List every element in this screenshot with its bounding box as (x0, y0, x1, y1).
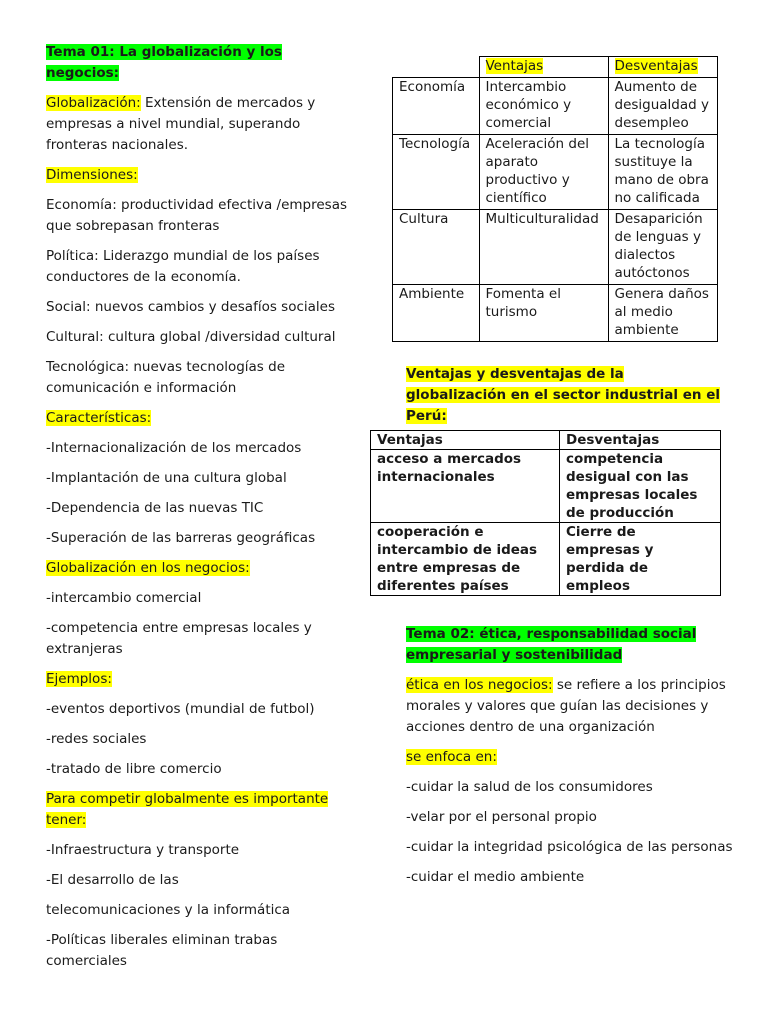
dimension-item: Social: nuevos cambios y desafíos sociales (46, 299, 335, 315)
table-cell: Economía (393, 78, 480, 135)
peru-heading-wrap (406, 364, 726, 427)
table-cell: Ambiente (393, 285, 480, 342)
table-cell: Intercambio económico y comercial (479, 78, 608, 135)
competir-item: telecomunicaciones y la informática (46, 902, 291, 918)
enfoque-item: -cuidar la integridad psicológica de las personas (406, 839, 733, 855)
ejemplo-item: -tratado de libre comercio (46, 761, 222, 777)
table-cell: Aceleración del aparato productivo y científico (479, 135, 608, 210)
competir-item: -Políticas liberales eliminan trabas comerciales (46, 932, 278, 969)
negocios-item: -intercambio comercial (46, 590, 202, 606)
tema-02-section (406, 624, 736, 897)
etica-definition (406, 675, 736, 738)
enfoque-item: -cuidar el medio ambiente (406, 869, 585, 885)
table-cell: Cultura (393, 210, 480, 285)
left-column (46, 42, 358, 981)
table-row (393, 135, 718, 210)
table-cell: La tecnología sustituye la mano de obra no calificada (608, 135, 717, 210)
competir-item: -Infraestructura y transporte (46, 842, 240, 858)
table-header-row (371, 431, 721, 450)
dimension-item: Tecnológica: nuevas tecnologías de comunicación e información (46, 359, 286, 396)
tema-02-heading: Tema 02: ética, responsabilidad social empresarial y sostenibilidad (406, 626, 697, 663)
table-cell: Aumento de desigualdad y desempleo (608, 78, 717, 135)
peru-table (370, 430, 721, 596)
etica-text: se refiere a los principios morales y valores que guían las decisiones y acciones dentro de una organización (406, 677, 726, 735)
caracteristicas-label: Características: (46, 410, 152, 426)
negocios-label: Globalización en los negocios: (46, 560, 250, 576)
enfoque-item: -cuidar la salud de los consumidores (406, 779, 653, 795)
table-row (371, 523, 721, 596)
dimensiones-table (392, 56, 718, 342)
table-header-desventajas: Desventajas (614, 58, 698, 74)
enfoca-label: se enfoca en: (406, 749, 497, 765)
table-header-empty (393, 57, 480, 78)
ejemplo-item: -eventos deportivos (mundial de futbol) (46, 701, 315, 717)
table-cell: Multiculturalidad (479, 210, 608, 285)
table-cell: Desaparición de lenguas y dialectos autóctonos (608, 210, 717, 285)
caracteristica-item: -Internacionalización de los mercados (46, 440, 302, 456)
table-header-desventajas: Desventajas (560, 431, 721, 450)
table-header-row (393, 57, 718, 78)
caracteristica-item: -Implantación de una cultura global (46, 470, 287, 486)
dimension-item: Cultural: cultura global /diversidad cultural (46, 329, 336, 345)
etica-label: ética en los negocios: (406, 677, 553, 693)
caracteristica-item: -Dependencia de las nuevas TIC (46, 500, 264, 516)
enfoque-item: -velar por el personal propio (406, 809, 597, 825)
table-row (393, 78, 718, 135)
table-cell: Cierre de empresas y perdida de empleos (560, 523, 721, 596)
dimension-item: Política: Liderazgo mundial de los países conductores de la economía. (46, 248, 320, 285)
table-cell: cooperación e intercambio de ideas entre empresas de diferentes países (371, 523, 560, 596)
table-row (371, 450, 721, 523)
table-row (393, 210, 718, 285)
globalizacion-text: Extensión de mercados y empresas a nivel mundial, superando fronteras nacionales. (46, 95, 316, 153)
caracteristica-item: -Superación de las barreras geográficas (46, 530, 316, 546)
peru-heading: Ventajas y desventajas de la globalización en el sector industrial en el Perú: (406, 366, 720, 424)
table-header-ventajas: Ventajas (371, 431, 560, 450)
table-cell: Tecnología (393, 135, 480, 210)
tema-01-heading: Tema 01: La globalización y los negocios: (46, 44, 282, 81)
table-cell: competencia desigual con las empresas locales de producción (560, 450, 721, 523)
table-cell: Fomenta el turismo (479, 285, 608, 342)
competir-label: Para competir globalmente es importante tener: (46, 791, 329, 828)
globalizacion-label: Globalización: (46, 95, 141, 111)
ejemplo-item: -redes sociales (46, 731, 147, 747)
ejemplos-label: Ejemplos: (46, 671, 112, 687)
table-header-ventajas: Ventajas (485, 58, 544, 74)
dimension-item: Economía: productividad efectiva /empresas que sobrepasan fronteras (46, 197, 348, 234)
competir-item: -El desarrollo de las (46, 872, 179, 888)
negocios-item: -competencia entre empresas locales y extranjeras (46, 620, 312, 657)
dimensiones-label: Dimensiones: (46, 167, 138, 183)
table-row (393, 285, 718, 342)
globalizacion-definition (46, 93, 358, 156)
table-cell: acceso a mercados internacionales (371, 450, 560, 523)
table-cell: Genera daños al medio ambiente (608, 285, 717, 342)
